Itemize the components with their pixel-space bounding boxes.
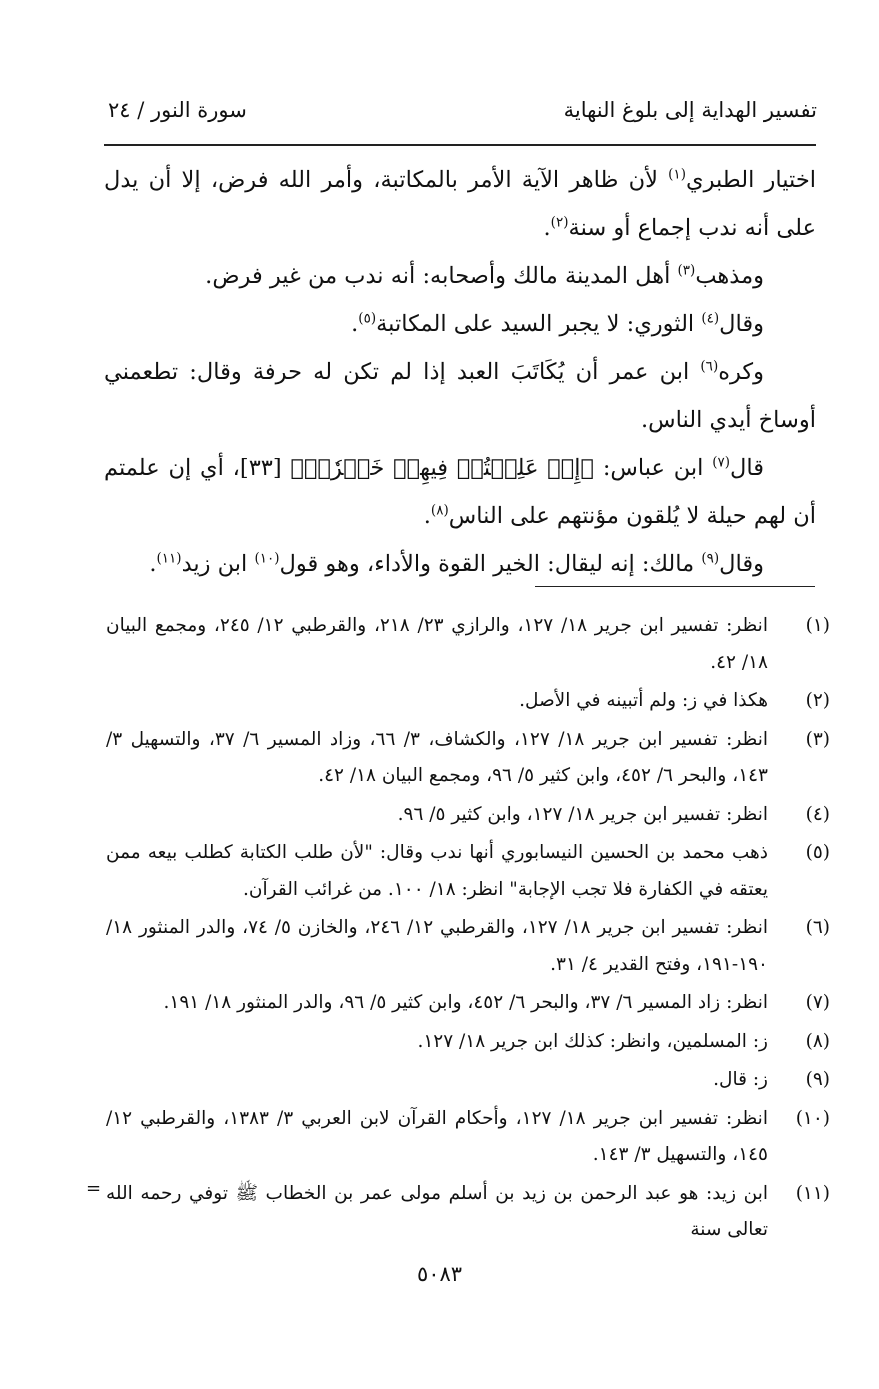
footnote-number: (١) — [805, 615, 830, 636]
footnote-number: (٩) — [805, 1069, 830, 1090]
footnote-number: (٣) — [805, 728, 830, 750]
continuation-mark: = — [86, 1178, 102, 1199]
main-paragraph: وقال$^{(٤)}$ الثوري: لا يجبر السيد على المكاتبة$^{(٥)}$. — [351, 310, 764, 337]
footnote-text: انظر: زاد المسير ٦/ ٣٧، والبحر ٦/ ٤٥٢، وابن كثير ٥/ ٩٦، والدر المنثور ١٨/ ١٩١. — [163, 992, 768, 1013]
main-paragraph: وقال$^{(٩)}$ مالك: إنه ليقال: الخير القوة والأداء، وهو قول$^{(١٠)}$ ابن زيد$^{(١١)}$. — [149, 550, 764, 577]
footnote — [106, 910, 830, 983]
footnote-text: انظر: تفسير ابن جرير ١٨/ ١٢٧، وأحكام القرآن لابن العربي ٣/ ١٣٨٣، والقرطبي ١٢/ ١٤٥، والتسهيل ٣/ ١٤٣. — [106, 1107, 768, 1165]
footnote-number: (١٠) — [795, 1107, 830, 1129]
footnote-text: ز: المسلمين، وانظر: كذلك ابن جرير ١٨/ ١٢٧. — [417, 1030, 768, 1052]
main-paragraph: قال$^{(٧)}$ ابن عباس: ﴿إِنۡ عَلِمۡتُمۡ فِيهِمۡ خَيۡرٗاۖ﴾ [٣٣]، أي إن علمتم أن لهم حيلة لا يُلقون مؤنتهم على الناس$^{(٨)}$. — [104, 454, 816, 529]
footnote-number: (٨) — [805, 1030, 830, 1052]
footnote-number: (١١) — [795, 1182, 830, 1204]
footnote-text: انظر: تفسير ابن جرير ١٨/ ١٢٧، والرازي ٢٣/ ٢١٨، والقرطبي ١٢/ ٢٤٥، ومجمع البيان ١٨/ ٤٢. — [106, 615, 768, 673]
main-paragraph: ومذهب$^{(٣)}$ أهل المدينة مالك وأصحابه: أنه ندب من غير فرض. — [205, 262, 764, 289]
footnote — [106, 985, 830, 1022]
running-header — [108, 98, 817, 134]
footnotes — [106, 608, 830, 1251]
footnote — [106, 1101, 830, 1174]
footnote — [106, 1062, 830, 1099]
footnote-number: (٥) — [805, 842, 830, 863]
footnote — [106, 835, 830, 908]
footnote — [106, 608, 830, 681]
footnote-text: ذهب محمد بن الحسين النيسابوري أنها ندب وقال: "لأن طلب الكتابة كطلب بيعه ممن يعتقه في الكفارة فلا تجب الإجابة" انظر: ١٨/ ١٠٠. من غرائب القرآن. — [106, 842, 768, 900]
footnote-separator — [535, 586, 815, 587]
footnote-text: انظر: تفسير ابن جرير ١٨/ ١٢٧، والكشاف، ٣/ ٦٦، وزاد المسير ٦/ ٣٧، والتسهيل ٣/ ١٤٣، والبحر ٦/ ٤٥٢، وابن كثير ٥/ ٩٦، ومجمع البيان ١٨/ ٤٢. — [106, 728, 768, 786]
footnote-number: (٦) — [805, 917, 830, 938]
footnote-number: (٧) — [805, 992, 830, 1013]
page-number: ٥٠٨٣ — [416, 1262, 463, 1286]
footnote — [106, 722, 830, 795]
footnote — [106, 1176, 830, 1249]
footnote — [106, 1024, 830, 1061]
footnote-text: ز: قال. — [713, 1069, 768, 1090]
footnote-number: (٢) — [805, 690, 830, 711]
main-paragraph: اختيار الطبري$^{(١)}$ لأن ظاهر الآية الأمر بالمكاتبة، وأمر الله فرض، إلا أن يدل على أنه ندب إجماع أو سنة$^{(٢)}$. — [104, 166, 816, 241]
main-paragraph: وكره$^{(٦)}$ ابن عمر أن يُكَاتَبَ العبد إذا لم تكن له حرفة وقال: تطعمني أوساخ أيدي الناس. — [104, 358, 816, 433]
footnote — [106, 797, 830, 834]
footnote-text: انظر: تفسير ابن جرير ١٨/ ١٢٧، وابن كثير ٥/ ٩٦. — [397, 803, 768, 825]
surah-label: سورة النور / ٢٤ — [108, 98, 247, 122]
footnote-number: (٤) — [805, 803, 830, 825]
main-text — [104, 156, 816, 588]
footnote-text: ابن زيد: هو عبد الرحمن بن زيد بن أسلم مولى عمر بن الخطاب ﷺ توفي رحمه الله تعالى سنة — [106, 1182, 768, 1240]
footnote — [106, 683, 830, 720]
footnote-text: انظر: تفسير ابن جرير ١٨/ ١٢٧، والقرطبي ١٢/ ٢٤٦، والخازن ٥/ ٧٤، والدر المنثور ١٨/ ١٩٠-١٩١، وفتح القدير ٤/ ٣١. — [106, 917, 768, 975]
footnote-text: هكذا في ز: ولم أتبينه في الأصل. — [519, 690, 768, 711]
header-rule — [104, 144, 816, 146]
book-title: تفسير الهداية إلى بلوغ النهاية — [563, 98, 817, 122]
